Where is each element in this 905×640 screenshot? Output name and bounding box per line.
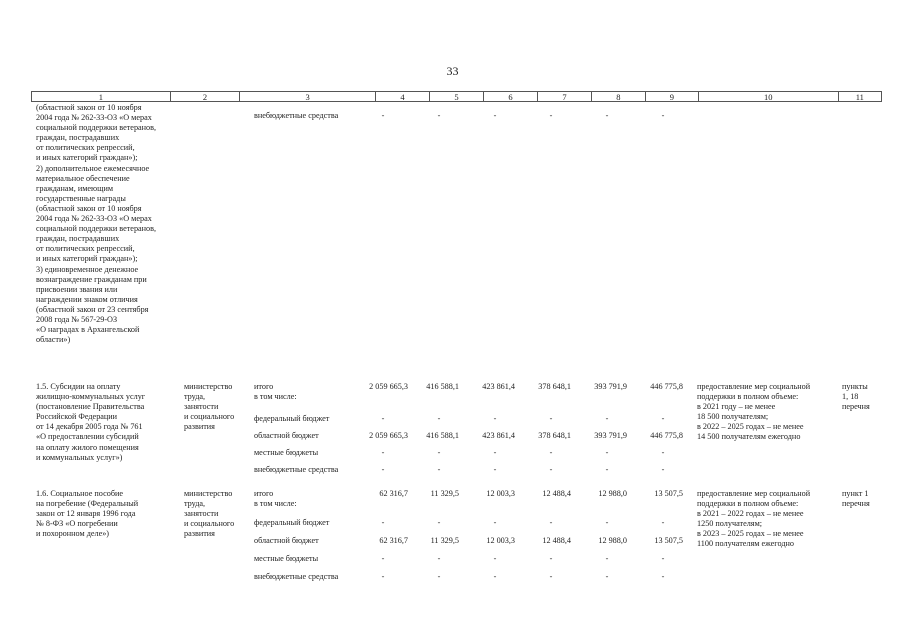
block-1-5-r4-v5: - [605,448,609,457]
block-1-6-r4-v5: - [605,554,609,563]
block-1-6-source-3: областной бюджет [254,536,319,545]
page-number: 33 [446,64,459,78]
block-1-5-r3-v5: 393 791,9 [594,431,627,440]
header-col-8: 8 [591,92,645,101]
block-1-5-executor: министерство труда, занятости и социального развития [184,382,235,432]
first-block-name: (областной закон от 10 ноября 2004 года № 262-33-ОЗ «О мерах социальной поддержки ветеранов, граждан, пострадавших от политических репрессий, и иных категорий граждан»); 2) дополнительное ежемесячное материальное обеспечение гражданам, имеющим государственные награды (областной закон от 10 ноября 2004 года № 262-33-ОЗ «О мерах социальной поддержки ветеранов, граждан, пострадавших от политических репрессий, и иных категорий граждан»); 3) единовременное денежное вознаграждение гражданам при присвоении звания или награждении знаком отличия (областной закон от 23 сентября 2008 года № 567-29-ОЗ «О наградах в Архангельской области») [36,103,157,345]
block-1-6-name: 1.6. Социальное пособие на погребение (Федеральный закон от 12 января 1996 года № 8-ФЗ «О погребении и похоронном деле») [36,489,139,539]
block-1-6-r4-v3: - [493,554,497,563]
block-1-5-r1-v3: 423 861,4 [482,382,515,391]
header-col-11: 11 [838,92,881,101]
block-1-5-source-1: итого в том числе: [254,382,297,402]
block-1-5-source-4: местные бюджеты [254,448,319,457]
block-1-6-r1-v4: 12 488,4 [542,489,571,498]
block-1-6-r5-v4: - [549,572,553,581]
block-1-6-r1-v2: 11 329,5 [430,489,459,498]
block-1-5-ref: пункты 1, 18 перечня [842,382,870,412]
block-1-5-r2-v3: - [493,414,497,423]
block-1-5-result: предоставление мер социальной поддержки в полном объеме: в 2021 году – не менее 18 500 получателям; в 2022 – 2025 годах – не менее 14 500 получателям ежегодно [697,382,811,442]
block-1-5-r5-v2: - [437,465,441,474]
block-1-6-source-5: внебюджетные средства [254,572,339,581]
header-col-2: 2 [170,92,239,101]
table-header-row [31,91,882,102]
block-1-5-r2-v6: - [661,414,665,423]
block-1-6-r4-v4: - [549,554,553,563]
block-1-5-r3-v1: 2 059 665,3 [369,431,408,440]
block-1-5-r2-v5: - [605,414,609,423]
block-1-6-source-1: итого в том числе: [254,489,297,509]
block-1-6-ref: пункт 1 перечня [842,489,870,509]
block-1-6-r3-v4: 12 488,4 [542,536,571,545]
header-col-4: 4 [375,92,429,101]
block-1-6-r3-v6: 13 507,5 [654,536,683,545]
first-block-val-1: - [381,111,385,120]
block-1-6-r4-v2: - [437,554,441,563]
first-block-val-5: - [605,111,609,120]
block-1-6-r5-v6: - [661,572,665,581]
block-1-5-r4-v1: - [381,448,385,457]
header-col-7: 7 [537,92,591,101]
block-1-5-r1-v6: 446 775,8 [650,382,683,391]
block-1-6-r1-v5: 12 988,0 [598,489,627,498]
block-1-6-result: предоставление мер социальной поддержки в полном объеме: в 2021 – 2022 годах – не менее 1250 получателям; в 2023 – 2025 годах – не менее 1100 получателям ежегодно [697,489,811,549]
block-1-5-source-2: федеральный бюджет [254,414,330,423]
block-1-5-r4-v4: - [549,448,553,457]
block-1-6-r3-v3: 12 003,3 [486,536,515,545]
block-1-6-r1-v6: 13 507,5 [654,489,683,498]
header-col-9: 9 [645,92,698,101]
block-1-5-r3-v4: 378 648,1 [538,431,571,440]
block-1-6-r1-v1: 62 316,7 [379,489,408,498]
block-1-6-r2-v5: - [605,518,609,527]
block-1-6-r5-v2: - [437,572,441,581]
block-1-5-r3-v3: 423 861,4 [482,431,515,440]
block-1-5-r3-v2: 416 588,1 [426,431,459,440]
block-1-5-source-5: внебюджетные средства [254,465,339,474]
block-1-5-r4-v3: - [493,448,497,457]
block-1-5-r2-v4: - [549,414,553,423]
header-col-10: 10 [698,92,838,101]
block-1-5-r5-v5: - [605,465,609,474]
block-1-6-r2-v1: - [381,518,385,527]
block-1-5-r3-v6: 446 775,8 [650,431,683,440]
block-1-5-r2-v2: - [437,414,441,423]
block-1-6-r4-v6: - [661,554,665,563]
block-1-5-name: 1.5. Субсидии на оплату жилищно-коммунальных услуг (постановление Правительства Российской Федерации от 14 декабря 2005 года № 761 «О предоставлении субсидий на оплату жилого помещения и коммунальных услуг») [36,382,146,462]
first-block-val-3: - [493,111,497,120]
first-block-val-4: - [549,111,553,120]
block-1-5-r5-v6: - [661,465,665,474]
block-1-5-source-3: областной бюджет [254,431,319,440]
block-1-6-source-2: федеральный бюджет [254,518,330,527]
block-1-6-r2-v6: - [661,518,665,527]
block-1-5-r5-v1: - [381,465,385,474]
first-block-val-2: - [437,111,441,120]
first-block-source-1: внебюджетные средства [254,111,339,120]
header-col-3: 3 [239,92,375,101]
block-1-6-r5-v1: - [381,572,385,581]
block-1-5-r5-v4: - [549,465,553,474]
block-1-6-r3-v1: 62 316,7 [379,536,408,545]
block-1-6-executor: министерство труда, занятости и социального развития [184,489,235,539]
block-1-6-r5-v5: - [605,572,609,581]
block-1-6-r5-v3: - [493,572,497,581]
block-1-6-r4-v1: - [381,554,385,563]
header-col-6: 6 [483,92,537,101]
first-block-val-6: - [661,111,665,120]
block-1-6-source-4: местные бюджеты [254,554,319,563]
block-1-5-r1-v4: 378 648,1 [538,382,571,391]
block-1-5-r1-v5: 393 791,9 [594,382,627,391]
block-1-5-r4-v2: - [437,448,441,457]
block-1-5-r1-v1: 2 059 665,3 [369,382,408,391]
block-1-6-r1-v3: 12 003,3 [486,489,515,498]
block-1-6-r2-v2: - [437,518,441,527]
header-col-1: 1 [98,92,103,102]
header-col-5: 5 [429,92,483,101]
block-1-5-r2-v1: - [381,414,385,423]
block-1-6-r3-v5: 12 988,0 [598,536,627,545]
block-1-6-r2-v3: - [493,518,497,527]
block-1-6-r3-v2: 11 329,5 [430,536,459,545]
block-1-5-r4-v6: - [661,448,665,457]
block-1-5-r5-v3: - [493,465,497,474]
block-1-5-r1-v2: 416 588,1 [426,382,459,391]
block-1-6-r2-v4: - [549,518,553,527]
